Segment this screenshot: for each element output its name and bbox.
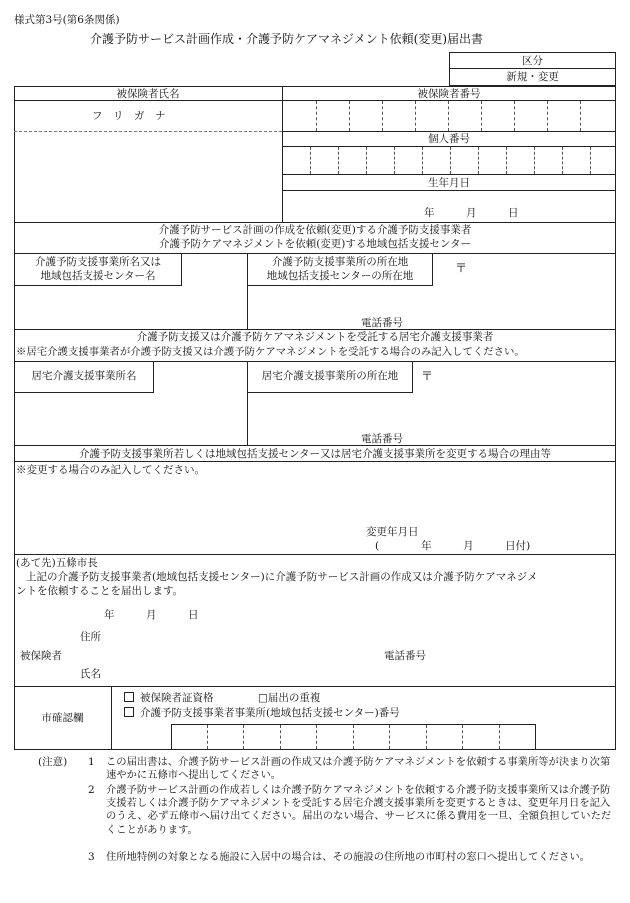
support-office-name-label-2: 地域包括支援センター名 xyxy=(40,270,156,282)
check-office-number[interactable]: 介護予防支援事業者事業所(地域包括支援センター)番号 xyxy=(124,707,400,720)
postal-mark: 〒 xyxy=(455,261,468,275)
section2-heading: 介護予防支援又は介護予防ケアマネジメントを受託する居宅介護支援事業者 xyxy=(136,331,494,343)
insured-label: 被保険者 xyxy=(20,650,62,662)
section1-heading-1: 介護予防サービス計画の作成を依頼(変更)する介護予防支援事業者 xyxy=(158,224,472,236)
support-office-address-field[interactable] xyxy=(248,287,615,315)
section2-instruction: ※居宅介護支援事業者が介護予防支援又は介護予防ケアマネジメントを受託する場合のみ記入してください。 xyxy=(16,346,525,358)
care-office-name-field[interactable] xyxy=(15,394,246,444)
note-1-number: 1 xyxy=(88,756,95,768)
section3-note: ※変更する場合のみ記入してください。 xyxy=(16,464,205,476)
addressee: (あて先)五條市長 xyxy=(16,557,98,569)
care-office-name-label: 居宅介護支援事業所名 xyxy=(31,370,137,382)
change-date-field[interactable]: ( 年 月 日付) xyxy=(375,540,531,552)
support-office-address-label-1: 介護予防支援事業所の所在地 xyxy=(271,256,409,268)
address-label: 住所 xyxy=(80,631,101,643)
submission-body-2: ントを依頼することを届出します。 xyxy=(16,585,184,597)
postal-mark-2: 〒 xyxy=(421,369,434,383)
insured-number-label: 被保険者番号 xyxy=(417,88,481,100)
support-office-phone-label: 電話番号 xyxy=(361,317,403,329)
note-3-number: 3 xyxy=(88,851,95,863)
submission-date[interactable]: 年 月 日 xyxy=(104,609,199,621)
support-office-name-label-1: 介護予防支援事業所名又は xyxy=(35,256,161,268)
birthdate-label: 生年月日 xyxy=(428,177,470,189)
check-duplicate[interactable]: □届出の重複 xyxy=(258,692,321,704)
section3-heading: 介護予防支援事業所若しくは地域包括支援センター又は居宅介護支援事業所を変更する場合の理由等 xyxy=(78,448,552,460)
support-office-address-label-2: 地域包括支援センターの所在地 xyxy=(266,270,414,282)
note-1-text: この届出書は、介護予防サービス計画の作成又は介護予防ケアマネジメントを依頼する事業所等が決まり次第速やかに五條市へ提出してください。 xyxy=(106,756,611,782)
insured-name-field[interactable] xyxy=(14,132,282,222)
check-insured-qualification[interactable]: 被保険者証資格 xyxy=(124,692,214,705)
city-check-label: 市確認欄 xyxy=(41,712,84,724)
classification-value[interactable]: 新規・変更 xyxy=(506,71,559,83)
individual-number-label: 個人番号 xyxy=(428,133,470,145)
note-3-text: 住所地特例の対象となる施設に入居中の場合は、その施設の住所地の市町村の窓口へ提出してください。 xyxy=(106,851,590,863)
notes-label: (注意) xyxy=(38,756,68,768)
submission-phone-label: 電話番号 xyxy=(384,650,426,662)
section1-heading-2: 介護予防ケアマネジメントを依頼(変更)する地域包括支援センター xyxy=(159,238,471,250)
care-office-address-field[interactable] xyxy=(248,394,615,430)
name-label: 氏名 xyxy=(80,668,101,680)
insured-number-field[interactable] xyxy=(283,101,616,131)
submission-body-1: 上記の介護予防支援事業者(地域包括支援センター)に介護予防サービス計画の作成又は介護予防ケアマネジメ xyxy=(26,571,538,583)
checkbox-icon xyxy=(124,707,134,717)
checkbox-icon xyxy=(124,692,134,702)
birthdate-field[interactable]: 年 月 日 xyxy=(424,207,519,219)
support-office-name-field[interactable] xyxy=(15,287,246,329)
care-office-address-label: 居宅介護支援事業所の所在地 xyxy=(261,370,399,382)
insured-name-label: 被保険者氏名 xyxy=(116,88,180,100)
change-date-label: 変更年月日 xyxy=(366,526,419,538)
classification-label: 区分 xyxy=(522,55,543,67)
note-2-number: 2 xyxy=(88,784,95,796)
note-2-text: 介護予防サービス計画の作成若しくは介護予防ケアマネジメントを依頼する介護予防支援事業所又は介護予防支援若しくは介護予防ケアマネジメントを受託する居宅介護支援事業所を変更するときは、変更年月日を記入のうえ、必ず五條市へ届け出てください。届出のない場合、サービスに係る費用を一旦、全額負担していただくことがあります。 xyxy=(106,784,612,836)
furigana-label: フ リ ガ ナ xyxy=(92,110,166,122)
change-reason-field[interactable] xyxy=(15,478,615,523)
form-number: 様式第3号(第6条関係) xyxy=(14,14,120,26)
page-title: 介護予防サービス計画作成・介護予防ケアマネジメント依頼(変更)届出書 xyxy=(90,32,484,46)
care-office-phone-label: 電話番号 xyxy=(361,433,403,445)
